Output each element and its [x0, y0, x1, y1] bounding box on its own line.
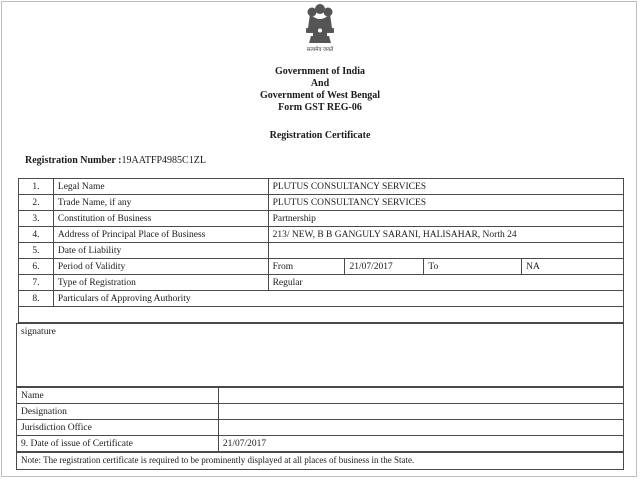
lion-capital-icon [301, 2, 339, 46]
row-value: 213/ NEW, B B GANGULY SARANI, HALISAHAR, North 24 [268, 227, 623, 243]
row-value [268, 243, 623, 259]
row-label: Legal Name [53, 179, 268, 195]
row-number: 6. [19, 259, 54, 275]
header-line-3: Government of West Bengal [259, 90, 381, 101]
row-number: 4. [19, 227, 54, 243]
emblem-motto: सत्यमेव जयते [306, 47, 334, 53]
registration-number-value: 19AATFP4985C1ZL [121, 155, 206, 166]
authority-table [16, 387, 624, 452]
row-number: 2. [19, 195, 54, 211]
national-emblem [289, 2, 351, 56]
signature-box [16, 323, 624, 387]
form-title: Form GST REG-06 [278, 102, 362, 113]
table-row [19, 195, 624, 211]
table-row-blank [19, 307, 624, 323]
table-row [17, 420, 624, 436]
validity-from-date: 21/07/2017 [345, 259, 424, 275]
row-label: Period of Validity [53, 259, 268, 275]
row-value: Partnership [268, 211, 623, 227]
validity-to-label: To [424, 259, 522, 275]
table-row [19, 275, 624, 291]
table-row [19, 227, 624, 243]
authority-label: Designation [17, 404, 219, 420]
row-number: 5. [19, 243, 54, 259]
authority-value [218, 420, 623, 436]
authority-label: Name [17, 388, 219, 404]
row-number: 3. [19, 211, 54, 227]
authority-label: 9. Date of issue of Certificate [17, 436, 219, 452]
issue-date-value: 21/07/2017 [218, 436, 623, 452]
registration-number [25, 155, 206, 166]
validity-from-label: From [268, 259, 345, 275]
row-label: Date of Liability [53, 243, 268, 259]
table-row [19, 291, 624, 307]
header-line-2: And [310, 78, 330, 89]
validity-to-date: NA [522, 259, 624, 275]
details-table [18, 178, 624, 323]
certificate-title: Registration Certificate [269, 130, 371, 141]
table-row [19, 243, 624, 259]
row-label: Constitution of Business [53, 211, 268, 227]
row-number: 8. [19, 291, 54, 307]
authority-value [218, 404, 623, 420]
table-row [19, 179, 624, 195]
row-value: PLUTUS CONSULTANCY SERVICES [268, 179, 623, 195]
row-value: Regular [268, 275, 623, 291]
table-row [19, 259, 624, 275]
table-row [17, 404, 624, 420]
row-number: 1. [19, 179, 54, 195]
blank-cell [19, 307, 624, 323]
signature-label: signature [21, 327, 56, 337]
row-label: Address of Principal Place of Business [53, 227, 268, 243]
row-value: PLUTUS CONSULTANCY SERVICES [268, 195, 623, 211]
registration-number-label: Registration Number : [25, 155, 122, 166]
authority-label: Jurisdiction Office [17, 420, 219, 436]
row-number: 7. [19, 275, 54, 291]
table-row [17, 388, 624, 404]
authority-value [218, 388, 623, 404]
row-label: Trade Name, if any [53, 195, 268, 211]
row-label: Particulars of Approving Authority [53, 291, 623, 307]
header-line-1: Government of India [275, 66, 365, 77]
display-note: Note: The registration certificate is required to be prominently displayed at all places of business in the State. [16, 452, 624, 470]
table-row [19, 211, 624, 227]
table-row [17, 436, 624, 452]
row-label: Type of Registration [53, 275, 268, 291]
